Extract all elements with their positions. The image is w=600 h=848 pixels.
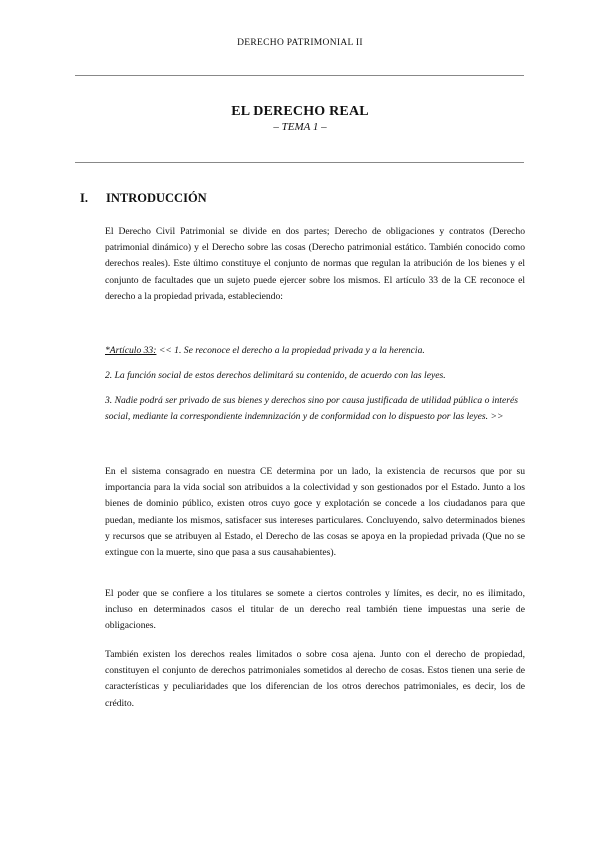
- section-title: INTRODUCCIÓN: [106, 191, 207, 205]
- quote-article-33-item-3: 3. Nadie podrá ser privado de sus bienes y derechos sino por causa justificada de utilidad pública o interés social, mediante la correspondiente indemnización y de conformidad con lo dispuesto por las leyes. >>: [105, 395, 518, 422]
- bottom-divider: [75, 162, 524, 163]
- paragraph-derechos-limitados: También existen los derechos reales limitados o sobre cosa ajena. Junto con el derecho de propiedad, constituyen el conjunto de derechos patrimoniales sometidos al derecho de cosas. Estos tienen una serie de características y peculiaridades que los diferencian de los otros derechos patrimoniales, es decir, los de crédito.: [105, 649, 525, 709]
- paragraph-poder: El poder que se confiere a los titulares se somete a ciertos controles y límites, es decir, no es ilimitado, incluso en determinados casos el titular de un derecho real también tiene impuestas una serie de obligaciones.: [105, 588, 525, 632]
- quote-article-33-item-2: 2. La función social de estos derechos delimitará su contenido, de acuerdo con las leyes.: [105, 370, 446, 381]
- section-heading: [80, 191, 207, 206]
- running-header: DERECHO PATRIMONIAL II: [237, 38, 363, 48]
- document-subtitle: – TEMA 1 –: [273, 121, 327, 133]
- paragraph-intro: El Derecho Civil Patrimonial se divide en dos partes; Derecho de obligaciones y contratos (Derecho patrimonial dinámico) y el Derecho sobre las cosas (Derecho patrimonial estático. También conocido como derechos reales). Este último constituye el conjunto de normas que regulan la atribución de los bienes y el conjunto de facultades que un sujeto puede ejercer sobre los mismos. El artículo 33 de la CE reconoce el derecho a la propiedad privada, estableciendo:: [105, 226, 525, 302]
- document-title: EL DERECHO REAL: [231, 104, 369, 119]
- paragraph-sistema: En el sistema consagrado en nuestra CE determina por un lado, la existencia de recursos que por su importancia para la vida social son atribuidos a la colectividad y son gestionados por el Estado. Junto a los bienes de dominio público, existen otros cuyo goce y explotación se concede a los ciudadanos para que puedan, mediante los mismos, satisfacer sus intereses particulares. Concluyendo, salvo determinados bienes y recursos que se atribuyen al Estado, el Derecho de las cosas se apoya en la propiedad privada (Que no se extingue con la muerte, sino que pasa a sus causahabientes).: [105, 466, 525, 559]
- quote-line-1: << 1. Se reconoce el derecho a la propiedad privada y a la herencia.: [156, 345, 425, 356]
- quote-article-33-item-1: [105, 343, 525, 359]
- section-number: I.: [80, 191, 88, 205]
- top-divider: [75, 75, 524, 76]
- quote-reference: *Artículo 33:: [105, 345, 157, 356]
